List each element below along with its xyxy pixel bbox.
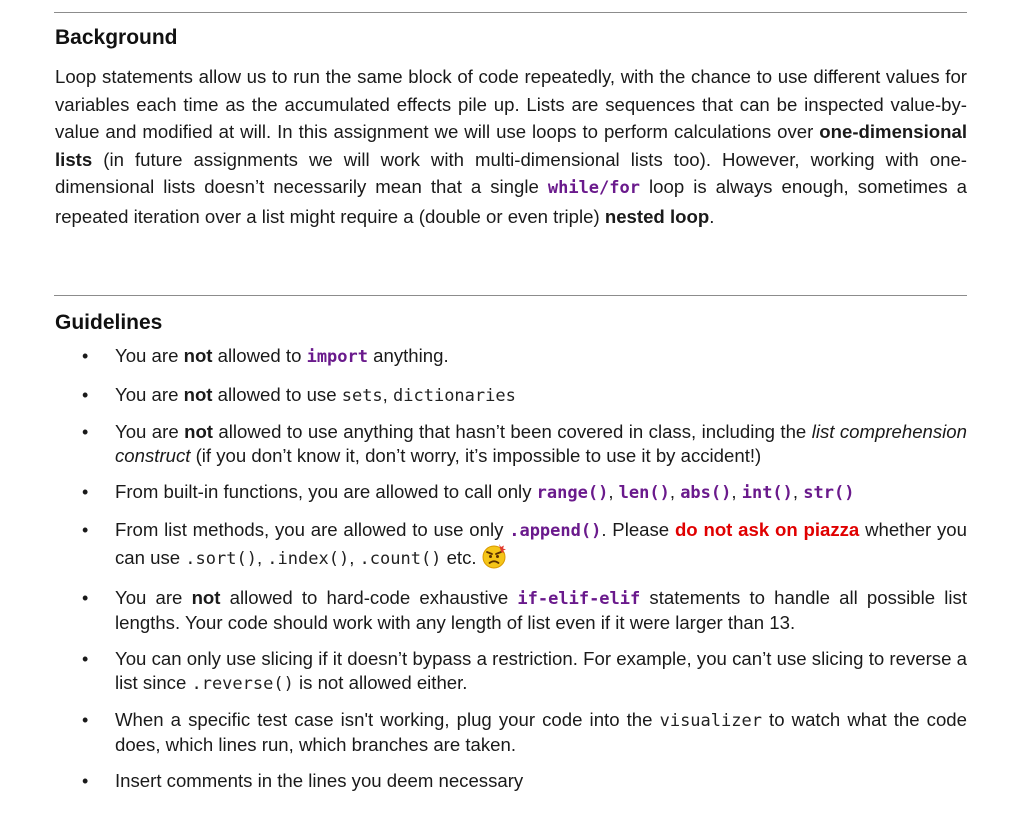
guideline-item-2 <box>0 383 967 408</box>
item4-sep-2: , <box>669 481 681 502</box>
item3-text-d: (if you don’t know it, don’t worry, it’s impossible to use it by accident!) <box>190 445 762 466</box>
item6-text-a: You are <box>115 587 192 608</box>
item5-text-b: . Please <box>601 519 675 540</box>
item1-bold-not: not <box>183 345 213 366</box>
item2-sep: , <box>382 384 394 405</box>
item5-code-append: .append() <box>509 521 602 541</box>
item8-text-b: to watch what the code does, which lines run, which branches are taken. <box>115 709 967 755</box>
bullet-icon: • <box>82 771 89 791</box>
item9-text-a: Insert comments in the lines you deem necessary <box>115 770 524 791</box>
item3-italic-list-comprehension: list comprehension construct <box>115 421 967 466</box>
guideline-item-7 <box>0 647 967 696</box>
bullet-icon: • <box>82 710 89 730</box>
guideline-item-9 <box>0 769 967 793</box>
background-text-2: (in future assignments we will work with multi-dimensional lists too). However, working with one-dimensional lists doesn’t necessarily mean that a single <box>55 148 967 198</box>
item4-sep-1: , <box>608 481 619 502</box>
item6-text-c: allowed to hard-code exhaustive <box>220 587 518 608</box>
bullet-icon: • <box>82 385 89 405</box>
item2-text-a: You are <box>115 384 184 405</box>
item5-code-count: .count() <box>359 548 442 569</box>
background-text-3: loop is always enough, sometimes a repeated iteration over a list might require a (double or even triple) <box>55 176 967 227</box>
angry-face-icon <box>481 543 507 575</box>
background-paragraph <box>55 63 967 231</box>
item2-bold-not: not <box>183 384 213 405</box>
item3-text-c: allowed to use anything that hasn’t been covered in class, including the <box>213 421 812 442</box>
item5-red-warning: do not ask on piazza <box>674 519 860 540</box>
item8-code-visualizer: visualizer <box>659 711 762 731</box>
item4-sep-3: , <box>731 481 742 502</box>
guideline-item-8 <box>0 708 967 757</box>
item1-text-a: You are <box>115 345 184 366</box>
bullet-icon: • <box>82 346 89 366</box>
background-text-4: . <box>709 205 715 227</box>
guideline-item-6 <box>0 586 967 635</box>
item5-text-a: From list methods, you are allowed to use only <box>115 519 510 540</box>
item4-code-abs: abs() <box>680 483 732 503</box>
bullet-icon: • <box>82 649 89 669</box>
item4-sep-4: , <box>792 481 804 502</box>
item5-sep-2: , <box>349 546 360 568</box>
item4-text-a: From built-in functions, you are allowed to call only <box>115 481 537 502</box>
guidelines-list <box>0 344 1024 793</box>
item1-text-c: allowed to <box>212 345 307 366</box>
guidelines-heading: Guidelines <box>55 311 163 334</box>
item5-code-index: .index() <box>267 548 350 569</box>
bullet-icon: • <box>82 520 89 540</box>
item6-code-if-elif: if-elif-elif <box>517 589 641 609</box>
item1-text-d: anything. <box>368 345 449 366</box>
background-bold-nested-loop: nested loop <box>604 205 710 227</box>
guideline-item-3 <box>0 420 967 468</box>
item5-text-d: etc. <box>441 546 477 568</box>
guideline-item-4 <box>0 480 967 505</box>
background-code-while-for: while/for <box>547 178 640 199</box>
item8-text-a: When a specific test case isn't working, plug your code into the <box>115 709 660 730</box>
background-heading: Background <box>55 26 178 49</box>
bullet-icon: • <box>82 482 89 502</box>
top-divider <box>54 12 967 13</box>
item5-text-c: whether you can use <box>115 519 967 568</box>
item4-code-len: len() <box>618 483 670 503</box>
bullet-icon: • <box>82 422 89 442</box>
item2-code-sets: sets <box>341 386 383 406</box>
guideline-item-5 <box>0 518 967 575</box>
item5-sep-1: , <box>256 546 268 568</box>
background-text-1: Loop statements allow us to run the same block of code repeatedly, with the chance to use different values for variables each time as the accumulated effects pile up. Lists are sequences that can be inspected value-by-value and modified at will. In this assignment we will use loops to perform calculations over <box>55 66 967 143</box>
item2-text-c: allowed to use <box>212 384 342 405</box>
middle-divider <box>54 295 967 296</box>
item6-bold-not: not <box>191 587 221 608</box>
item6-text-d: statements to handle all possible list lengths. Your code should work with any length of list even if it were larger than 13. <box>115 587 967 633</box>
item7-code-reverse: .reverse() <box>191 674 294 694</box>
item3-text-a: You are <box>115 421 185 442</box>
item7-text-b: is not allowed either. <box>293 672 468 693</box>
item4-code-int: int() <box>741 483 793 503</box>
item2-code-dictionaries: dictionaries <box>393 386 516 406</box>
item7-text-a: You can only use slicing if it doesn’t bypass a restriction. For example, you can’t use slicing to reverse a list since <box>115 648 967 693</box>
item1-code-import: import <box>306 347 368 367</box>
item3-bold-not: not <box>184 421 214 442</box>
item4-code-str: str() <box>803 483 855 503</box>
background-bold-1d-lists: one-dimensional lists <box>55 121 967 170</box>
bullet-icon: • <box>82 588 89 608</box>
guideline-item-1 <box>0 344 967 369</box>
item5-code-sort: .sort() <box>185 548 257 569</box>
item4-code-range: range() <box>536 483 609 503</box>
